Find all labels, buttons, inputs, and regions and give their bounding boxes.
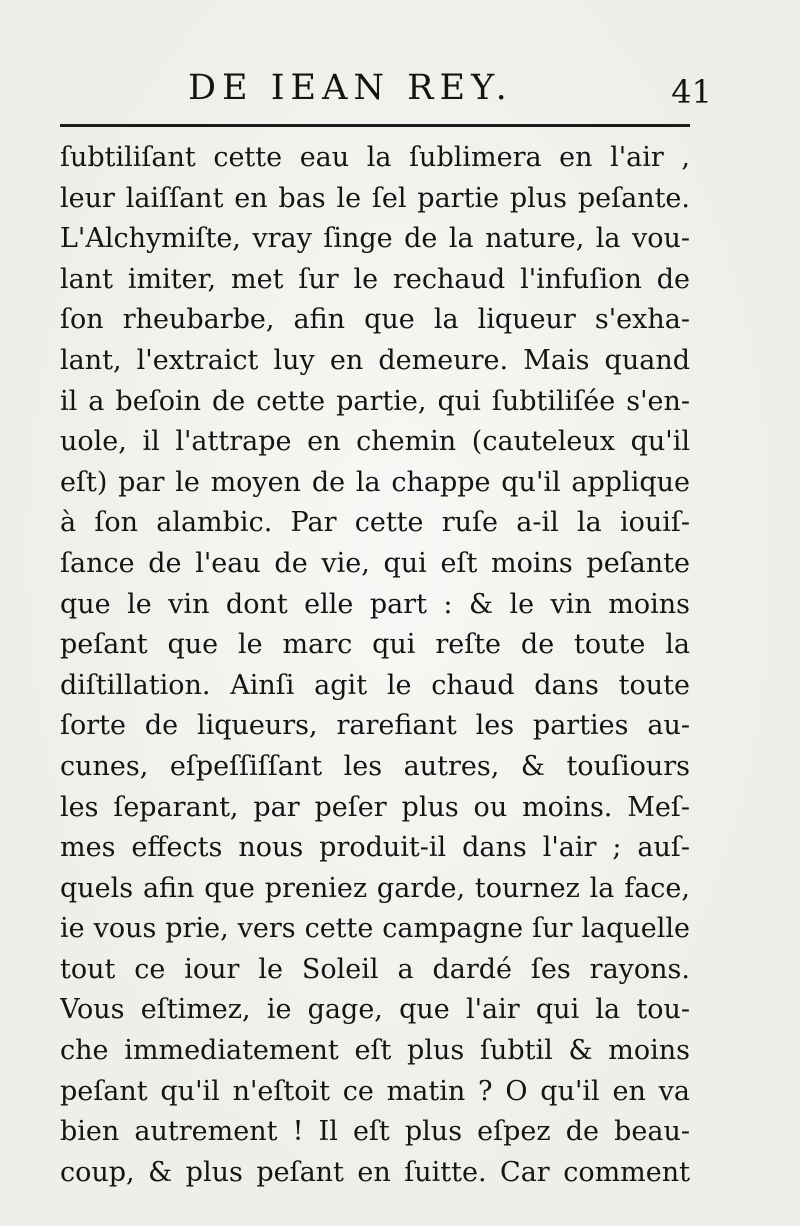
text-line: ſance de l'eau de vie, qui eſt moins peſante xyxy=(60,547,690,579)
running-title: DE IEAN REY. xyxy=(188,68,513,108)
text-line: peſant que le marc qui reſte de toute la xyxy=(60,629,690,661)
text-line: cunes, eſpeſſiſſant les autres, & touſiours xyxy=(60,750,690,782)
text-line: il a beſoin de cette partie, qui ſubtiliſée s'en- xyxy=(60,385,690,417)
page-number: 41 xyxy=(671,73,712,111)
text-line: eſt) par le moyen de la chappe qu'il applique xyxy=(60,466,690,498)
text-line: ſorte de liqueurs, rarefiant les parties au- xyxy=(60,710,690,742)
text-line: mes effects nous produit-il dans l'air ; auſ- xyxy=(60,832,690,864)
text-line: leur laiſſant en bas le ſel partie plus peſante. xyxy=(60,182,690,214)
text-line: Vous eſtimez, ie gage, que l'air qui la tou- xyxy=(60,994,690,1026)
text-line: lant imiter, met ſur le rechaud l'infuſion de xyxy=(60,263,690,295)
text-line: che immediatement eſt plus ſubtil & moins xyxy=(60,1035,690,1067)
text-line: peſant qu'il n'eſtoit ce matin ? O qu'il en va xyxy=(60,1075,690,1107)
text-line: que le vin dont elle part : & le vin moins xyxy=(60,588,690,620)
text-line: lant, l'extraict luy en demeure. Mais quand xyxy=(60,344,690,376)
text-line: ie vous prie, vers cette campagne ſur laquelle xyxy=(60,913,690,945)
text-line: uole, il l'attrape en chemin (cauteleux qu'il xyxy=(60,426,690,458)
text-line: diſtillation. Ainſi agit le chaud dans toute xyxy=(60,669,690,701)
text-line: tout ce iour le Soleil a dardé ſes rayons. xyxy=(60,953,690,985)
text-line: bien autrement ! Il eſt plus eſpez de beau- xyxy=(60,1116,690,1148)
text-line: ſubtiliſant cette eau la ſublimera en l'air , xyxy=(60,142,690,173)
text-line: à ſon alambic. Par cette ruſe a-il la iouiſ- xyxy=(60,507,690,539)
text-line: coup, & plus peſant en ſuitte. Car comment xyxy=(60,1156,690,1188)
text-line: ſon rheubarbe, afin que la liqueur s'exha- xyxy=(60,304,690,336)
header-rule xyxy=(60,124,690,127)
text-line: les ſeparant, par peſer plus ou moins. Meſ- xyxy=(60,791,690,823)
body-text xyxy=(60,138,690,1193)
text-line: L'Alchymiſte, vray ſinge de la nature, la vou- xyxy=(60,223,690,255)
text-line: quels afin que preniez garde, tournez la face, xyxy=(60,872,690,904)
page-header xyxy=(60,62,712,116)
